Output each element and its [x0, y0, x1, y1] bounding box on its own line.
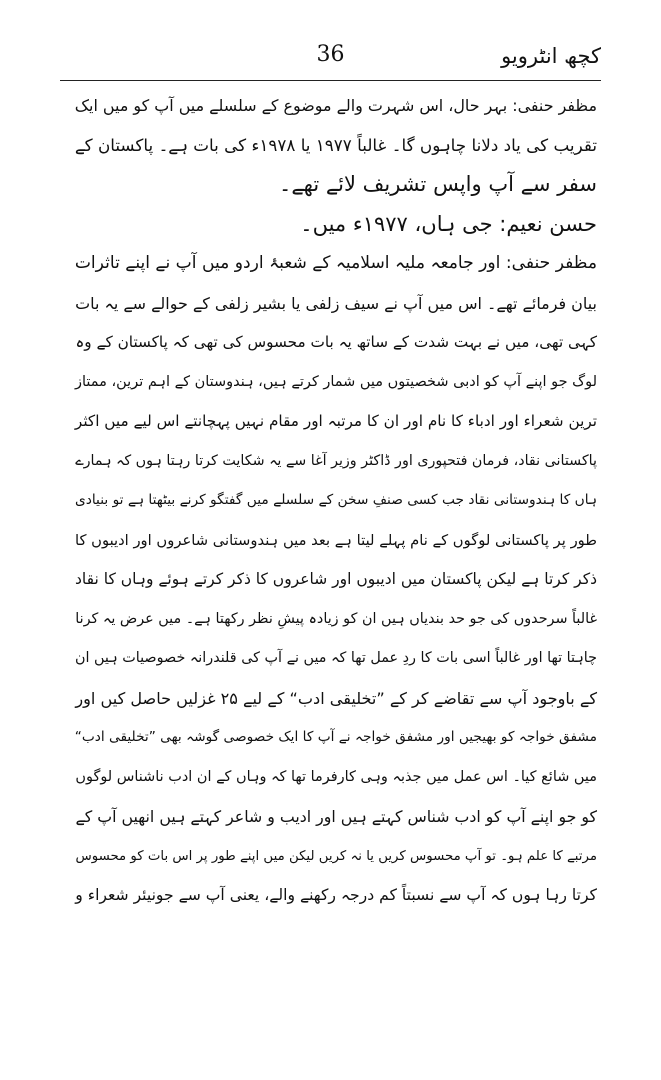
text-line: سفر سے آپ واپس تشریف لائے تھے۔: [279, 172, 597, 196]
text-line: چاہتا تھا اور غالباً اسی بات کا ردِ عمل تھا کہ میں نے آپ کی قلندرانہ خصوصیات ہیں ان: [74, 650, 597, 666]
text-line: ہاں کا ہندوستانی نقاد جب کسی صنفِ سخن کے سلسلے میں گفتگو کرنے بیٹھتا ہے تو بنیادی: [74, 492, 597, 508]
text-line: ذکر کرتا ہے لیکن پاکستان میں ادیبوں اور شاعروں کا ذکر کرتے ہوئے وہاں کا نقاد: [75, 570, 597, 588]
text-line: کو جو اپنے آپ کو ادب شناس کہتے ہیں اور ادیب و شاعر کہتے ہیں انھیں آپ کے: [75, 807, 597, 826]
text-line: کے باوجود آپ سے تقاضے کر کے ”تخلیقی ادب“ کے لیے ۲۵ غزلیں حاصل کیں اور: [75, 688, 597, 708]
page-header: [60, 38, 601, 78]
text-line: لوگ جو اپنے آپ کو ادبی شخصیتوں میں شمار کرتے ہیں، ہندوستان کے اہم ترین، ممتاز: [74, 373, 597, 390]
text-line: پاکستانی نقاد، فرمان فتحپوری اور ڈاکٹر وزیر آغا سے یہ شکایت کرتا رہتا ہوں کہ ہمارے: [75, 452, 597, 469]
text-line: کرتا رہا ہوں کہ آپ سے نسبتاً کم درجہ رکھنے والے، یعنی آپ سے جونیئر شعراء و: [75, 886, 597, 904]
interview-text: [64, 86, 597, 916]
paragraph-muzaffar-2: [64, 244, 597, 916]
text-line: تقریب کی یاد دلانا چاہوں گا۔ غالباً ۱۹۷۷ یا ۱۹۷۸ء کی بات ہے۔ پاکستان کے: [74, 134, 597, 155]
text-line: مرتبے کا علم ہو۔ تو آپ محسوس کریں یا نہ کریں لیکن میں اپنے طور پر اس بات کو محسوس: [75, 848, 597, 864]
text-line: کہی تھی، میں نے بہت شدت کے ساتھ یہ بات محسوس کی تھی کہ پاکستان کے وہ: [75, 333, 597, 351]
text-line: حسن نعیم: جی ہاں، ۱۹۷۷ء میں۔: [300, 211, 597, 236]
text-line: مظفر حنفی: اور جامعہ ملیہ اسلامیہ کے شعبۂ اردو میں آپ نے اپنے تاثرات: [74, 253, 597, 273]
paragraph-hasan-naeem: [64, 205, 597, 245]
text-line: بیان فرمائے تھے۔ اس میں آپ نے سیف زلفی یا بشیر زلفی کے حوالے سے یہ بات: [75, 293, 597, 313]
text-line: مظفر حنفی: بہر حال، اس شہرت والے موضوع کے سلسلے میں آپ کو میں ایک: [74, 96, 597, 115]
text-line: غالباً سرحدوں کی جو حد بندیاں ہیں ان کو زیادہ پیشِ نظر رکھتا ہے۔ میں عرض یہ کرنا: [75, 610, 597, 627]
text-line: میں شائع کیا۔ اس عمل میں جذبہ وہی کارفرما تھا کہ وہاں کے ان ادب ناشناس لوگوں: [75, 768, 597, 785]
text-line: ترین شعراء اور ادباء کا نام اور ان کا مرتبہ اور مقام نہیں پہچانتے اس لیے میں اکثر: [74, 412, 597, 430]
running-title: کچھ انٹرویو: [501, 44, 601, 68]
paragraph-muzaffar-1: [64, 86, 597, 205]
page-number: 36: [316, 42, 345, 67]
text-line: مشفق خواجہ کو بھیجیں اور مشفق خواجہ نے آپ کا ایک خصوصی گوشہ بھی ”تخلیقی ادب“: [74, 729, 597, 745]
header-rule: [60, 80, 601, 81]
text-line: طور پر پاکستانی لوگوں کے نام پہلے لیتا ہے بعد میں ہندوستانی شاعروں اور ادیبوں کا: [75, 531, 597, 549]
